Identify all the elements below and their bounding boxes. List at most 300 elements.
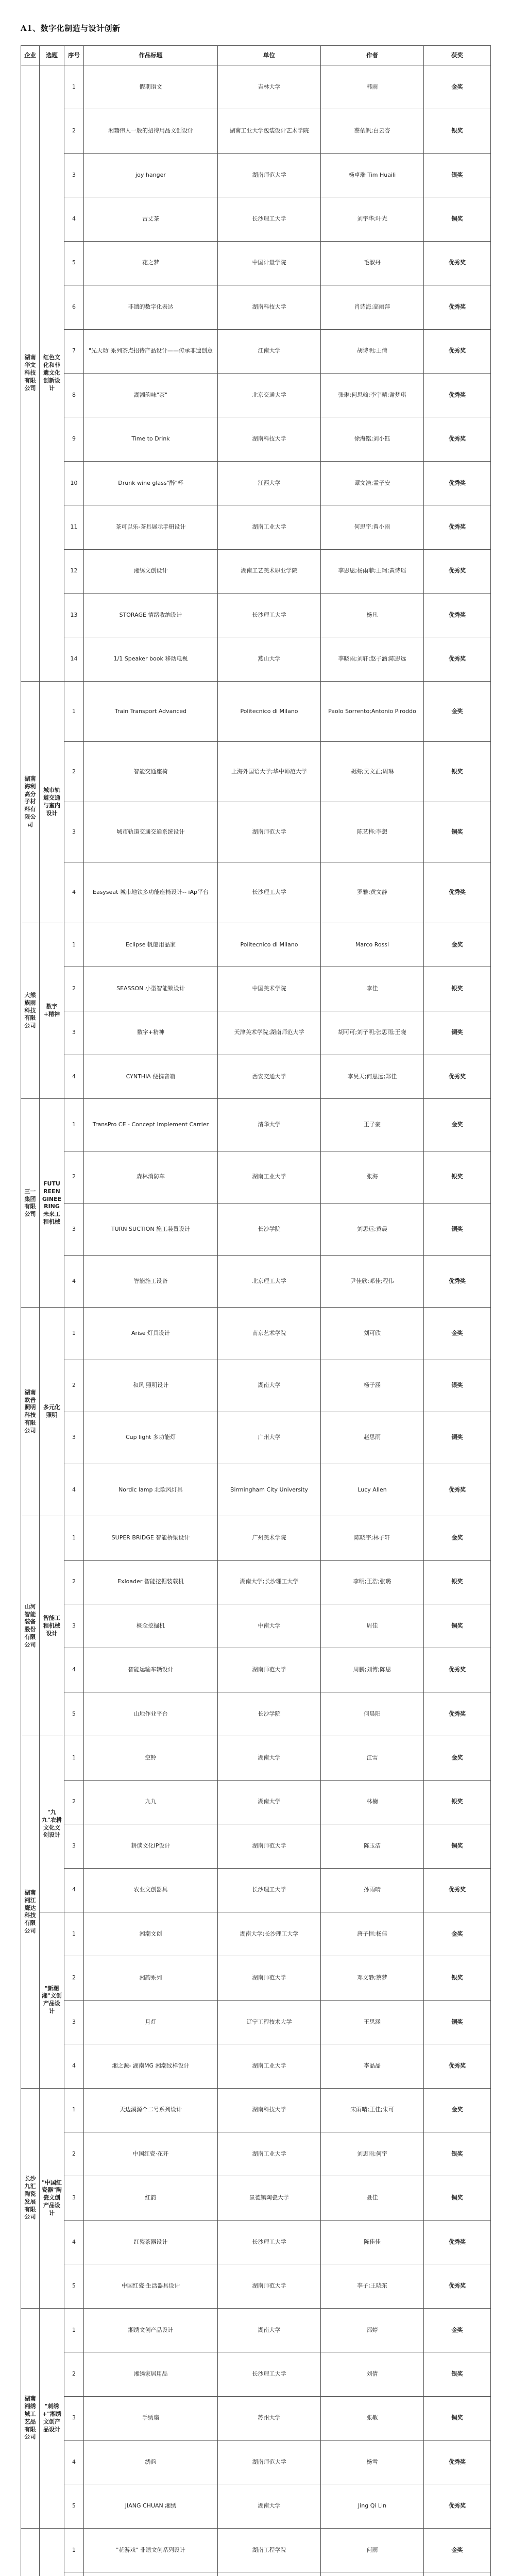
author-cell: 徐海铭;刘小钰 bbox=[321, 417, 424, 461]
work-title-cell: Exloader 智能挖掘装载机 bbox=[84, 1560, 218, 1604]
table-row bbox=[21, 1560, 491, 1604]
table-row bbox=[21, 2000, 491, 2044]
award-cell: 银奖 bbox=[424, 2352, 491, 2396]
row-number-cell: 8 bbox=[64, 373, 84, 417]
table-row bbox=[21, 1780, 491, 1824]
table-row bbox=[21, 967, 491, 1011]
work-title-cell: Easyseat 城市地铁多功能座椅设计-- iAp平台 bbox=[84, 862, 218, 923]
award-cell: 优秀奖 bbox=[424, 2220, 491, 2264]
awards-table-container bbox=[21, 45, 490, 2576]
award-cell: 优秀奖 bbox=[424, 549, 491, 593]
school-cell: 湖南工业大学 bbox=[218, 505, 321, 549]
author-cell bbox=[321, 2572, 424, 2576]
row-number-cell: 12 bbox=[64, 549, 84, 593]
school-cell: 北京理工大学 bbox=[218, 1256, 321, 1308]
school-cell: 中国美术学院 bbox=[218, 967, 321, 1011]
award-cell: 铜奖 bbox=[424, 1412, 491, 1464]
table-row bbox=[21, 2484, 491, 2528]
work-title-cell: 1/1 Speaker book 移动电视 bbox=[84, 637, 218, 681]
award-cell: 铜奖 bbox=[424, 1604, 491, 1648]
author-cell: 李明;王浩;张璐 bbox=[321, 1560, 424, 1604]
school-cell: 江南大学 bbox=[218, 329, 321, 373]
award-cell: 金奖 bbox=[424, 681, 491, 741]
award-cell: 优秀奖 bbox=[424, 2044, 491, 2088]
work-title-cell: 概念挖掘机 bbox=[84, 1604, 218, 1648]
work-title-cell: Train Transport Advanced bbox=[84, 681, 218, 741]
work-title-cell: 山地作业平台 bbox=[84, 1692, 218, 1736]
row-number-cell: 2 bbox=[64, 1956, 84, 2000]
row-number-cell: 2 bbox=[64, 1151, 84, 1203]
author-cell: 蔡依帆;白云杏 bbox=[321, 109, 424, 153]
table-row bbox=[21, 2308, 491, 2352]
row-number-cell: 13 bbox=[64, 594, 84, 637]
table-row bbox=[21, 417, 491, 461]
awards-table bbox=[21, 45, 491, 2576]
track-cell: FUTUREENGINEERING未来工程机械 bbox=[40, 1099, 64, 1308]
table-row bbox=[21, 1412, 491, 1464]
table-row bbox=[21, 197, 491, 241]
author-cell: 张海 bbox=[321, 1151, 424, 1203]
row-number-cell: 14 bbox=[64, 637, 84, 681]
table-row bbox=[21, 109, 491, 153]
work-title-cell: 中国红瓷·生活器具设计 bbox=[84, 2264, 218, 2308]
school-cell: 长沙理工大学 bbox=[218, 197, 321, 241]
row-number-cell: 4 bbox=[64, 2044, 84, 2088]
track-cell: "九九"农耕文化文创设计 bbox=[40, 1736, 64, 1912]
work-title-cell: TURN SUCTION 施工装置设计 bbox=[84, 1203, 218, 1255]
company-cell: 湖南湘绣城工艺品有限公司 bbox=[21, 2308, 40, 2528]
author-cell: 李晓雨;刘轩;赵子涵;陈思远 bbox=[321, 637, 424, 681]
work-title-cell: SUPER BRIDGE 智能桥梁设计 bbox=[84, 1516, 218, 1560]
table-row bbox=[21, 742, 491, 802]
award-cell: 优秀奖 bbox=[424, 417, 491, 461]
table-row bbox=[21, 153, 491, 197]
work-title-cell: SEASSON 小型智能锁设计 bbox=[84, 967, 218, 1011]
row-number-cell: 3 bbox=[64, 1604, 84, 1648]
school-cell: 广州大学 bbox=[218, 1412, 321, 1464]
award-cell: 金奖 bbox=[424, 1099, 491, 1151]
award-cell: 银奖 bbox=[424, 1560, 491, 1604]
school-cell bbox=[218, 2572, 321, 2576]
award-cell: 铜奖 bbox=[424, 1824, 491, 1868]
table-row bbox=[21, 65, 491, 109]
table-row bbox=[21, 862, 491, 923]
award-cell: 优秀奖 bbox=[424, 461, 491, 505]
work-title-cell: STORAGE 情绪收纳设计 bbox=[84, 594, 218, 637]
award-cell: 银奖 bbox=[424, 1956, 491, 2000]
table-row bbox=[21, 1956, 491, 2000]
school-cell: 景德镇陶瓷大学 bbox=[218, 2176, 321, 2220]
table-row bbox=[21, 1516, 491, 1560]
school-cell: 长沙理工大学 bbox=[218, 1868, 321, 1912]
school-cell: 湖南师范大学 bbox=[218, 2264, 321, 2308]
award-cell: 铜奖 bbox=[424, 197, 491, 241]
author-cell: 刘思雨;何宇 bbox=[321, 2132, 424, 2176]
author-cell: 赵思雨 bbox=[321, 1412, 424, 1464]
table-row bbox=[21, 2441, 491, 2484]
school-cell: 湖南师范大学 bbox=[218, 1648, 321, 1692]
track-cell: "刺绣+"湘绣文创产品设计 bbox=[40, 2308, 64, 2528]
row-number-cell: 3 bbox=[64, 1011, 84, 1055]
header-company: 企业 bbox=[21, 46, 40, 65]
award-cell: 优秀奖 bbox=[424, 1256, 491, 1308]
row-number-cell: 5 bbox=[64, 2484, 84, 2528]
school-cell: 吉林大学 bbox=[218, 65, 321, 109]
row-number-cell: 3 bbox=[64, 1203, 84, 1255]
award-cell: 铜奖 bbox=[424, 1011, 491, 1055]
row-number-cell: 2 bbox=[64, 742, 84, 802]
table-row bbox=[21, 1692, 491, 1736]
row-number-cell: 3 bbox=[64, 1412, 84, 1464]
row-number-cell: 1 bbox=[64, 1308, 84, 1360]
award-cell: 优秀奖 bbox=[424, 2264, 491, 2308]
author-cell: 李子;王晓东 bbox=[321, 2264, 424, 2308]
author-cell: 杨子涵 bbox=[321, 1360, 424, 1412]
school-cell: 南京艺术学院 bbox=[218, 1308, 321, 1360]
author-cell: 刘思远;黄晨 bbox=[321, 1203, 424, 1255]
author-cell: 罗雅;黄文静 bbox=[321, 862, 424, 923]
author-cell: 王思涵 bbox=[321, 2000, 424, 2044]
track-cell: 数字+精神 bbox=[40, 923, 64, 1099]
work-title-cell: 湘绣家居用品 bbox=[84, 2352, 218, 2396]
award-cell: 优秀奖 bbox=[424, 594, 491, 637]
school-cell: 湖南大学 bbox=[218, 2308, 321, 2352]
school-cell: 湖南师范大学 bbox=[218, 1956, 321, 2000]
work-title-cell: Arise 灯具设计 bbox=[84, 1308, 218, 1360]
award-cell bbox=[424, 2572, 491, 2576]
company-cell: 山河智能装备股份有限公司 bbox=[21, 1516, 40, 1736]
school-cell: Politecnico di Milano bbox=[218, 681, 321, 741]
school-cell: 天津美术学院;湖南师范大学 bbox=[218, 1011, 321, 1055]
header-no: 序号 bbox=[64, 46, 84, 65]
table-row bbox=[21, 594, 491, 637]
table-row bbox=[21, 1055, 491, 1098]
school-cell: 湖南师范大学 bbox=[218, 802, 321, 862]
work-title-cell: Eclipse 帆船用品家 bbox=[84, 923, 218, 967]
school-cell: 湖南大学 bbox=[218, 1736, 321, 1780]
row-number-cell: 5 bbox=[64, 2264, 84, 2308]
author-cell: 陈玉洁 bbox=[321, 1824, 424, 1868]
award-cell: 优秀奖 bbox=[424, 373, 491, 417]
school-cell: 湖南大学 bbox=[218, 1780, 321, 1824]
header-school: 单位 bbox=[218, 46, 321, 65]
school-cell: 苏州大学 bbox=[218, 2396, 321, 2440]
row-number-cell: 9 bbox=[64, 417, 84, 461]
author-cell: 李佳 bbox=[321, 967, 424, 1011]
award-cell: 铜奖 bbox=[424, 802, 491, 862]
award-cell: 银奖 bbox=[424, 1151, 491, 1203]
row-number-cell: 4 bbox=[64, 1868, 84, 1912]
table-header-row bbox=[21, 46, 491, 65]
work-title-cell: 和风 照明设计 bbox=[84, 1360, 218, 1412]
school-cell: 湖南工程学院 bbox=[218, 2528, 321, 2572]
row-number-cell bbox=[64, 2572, 84, 2576]
table-row bbox=[21, 1648, 491, 1692]
table-row bbox=[21, 2088, 491, 2132]
company-cell: 湖南海利高分子材料有限公司 bbox=[21, 681, 40, 923]
school-cell: 中南大学 bbox=[218, 1604, 321, 1648]
award-cell: 银奖 bbox=[424, 153, 491, 197]
school-cell: 长沙理工大学 bbox=[218, 594, 321, 637]
table-row bbox=[21, 2176, 491, 2220]
award-cell: 金奖 bbox=[424, 1912, 491, 1956]
work-title-cell: 湘潮文创 bbox=[84, 1912, 218, 1956]
school-cell: 长沙理工大学 bbox=[218, 2220, 321, 2264]
table-row bbox=[21, 1824, 491, 1868]
table-row bbox=[21, 2572, 491, 2576]
track-cell: "中国红瓷器"陶瓷文创产品设计 bbox=[40, 2088, 64, 2308]
school-cell: 江西大学 bbox=[218, 461, 321, 505]
author-cell: 周鹏;刘博;陈思 bbox=[321, 1648, 424, 1692]
work-title-cell: 中国红瓷·花开 bbox=[84, 2132, 218, 2176]
award-cell: 银奖 bbox=[424, 1780, 491, 1824]
work-title-cell: Cup light 多功能灯 bbox=[84, 1412, 218, 1464]
award-cell: 金奖 bbox=[424, 2528, 491, 2572]
author-cell: 何雨 bbox=[321, 2528, 424, 2572]
table-row bbox=[21, 1604, 491, 1648]
author-cell: 胡海;吴文正;周琳 bbox=[321, 742, 424, 802]
company-cell: 大熊族雨科技有限公司 bbox=[21, 923, 40, 1099]
work-title-cell: Drunk wine glass"醉"杯 bbox=[84, 461, 218, 505]
author-cell: 刘倩 bbox=[321, 2352, 424, 2396]
author-cell: 刘可欣 bbox=[321, 1308, 424, 1360]
work-title-cell: 耕读文化IP设计 bbox=[84, 1824, 218, 1868]
author-cell: 邵婷 bbox=[321, 2308, 424, 2352]
work-title-cell: 城市轨道交通交通系统设计 bbox=[84, 802, 218, 862]
award-cell: 银奖 bbox=[424, 742, 491, 802]
author-cell: Marco Rossi bbox=[321, 923, 424, 967]
school-cell: 湖南工艺美术职业学院 bbox=[218, 549, 321, 593]
award-cell: 金奖 bbox=[424, 2088, 491, 2132]
work-title-cell: 九九 bbox=[84, 1780, 218, 1824]
author-cell: Paolo Sorrento;Antonio Piroddo bbox=[321, 681, 424, 741]
row-number-cell: 6 bbox=[64, 285, 84, 329]
company-cell bbox=[21, 2528, 40, 2576]
school-cell: 湖南科技大学 bbox=[218, 2088, 321, 2132]
table-row bbox=[21, 1011, 491, 1055]
school-cell: 湖南大学 bbox=[218, 2484, 321, 2528]
header-track: 选题 bbox=[40, 46, 64, 65]
table-row bbox=[21, 802, 491, 862]
author-cell: 尹佳欣;邓佳;程伟 bbox=[321, 1256, 424, 1308]
award-cell: 金奖 bbox=[424, 65, 491, 109]
row-number-cell: 5 bbox=[64, 241, 84, 285]
work-title-cell: 非遗的数字化表达 bbox=[84, 285, 218, 329]
school-cell: 北京交通大学 bbox=[218, 373, 321, 417]
track-cell: 城市轨道交通与室内设计 bbox=[40, 681, 64, 923]
row-number-cell: 4 bbox=[64, 862, 84, 923]
school-cell: 湖南工业大学 bbox=[218, 2044, 321, 2088]
row-number-cell: 2 bbox=[64, 967, 84, 1011]
school-cell: 中国计量学院 bbox=[218, 241, 321, 285]
author-cell: 刘宇华;叶光 bbox=[321, 197, 424, 241]
row-number-cell: 1 bbox=[64, 923, 84, 967]
school-cell: 长沙学院 bbox=[218, 1203, 321, 1255]
table-row bbox=[21, 1308, 491, 1360]
row-number-cell: 7 bbox=[64, 329, 84, 373]
author-cell: 陈佳佳 bbox=[321, 2220, 424, 2264]
award-cell: 优秀奖 bbox=[424, 1055, 491, 1098]
table-row bbox=[21, 637, 491, 681]
school-cell: 长沙理工大学 bbox=[218, 2352, 321, 2396]
author-cell: 胡可可;刘子明;张思雨;王晓 bbox=[321, 1011, 424, 1055]
award-cell: 银奖 bbox=[424, 2132, 491, 2176]
work-title-cell: 森林消防车 bbox=[84, 1151, 218, 1203]
table-row bbox=[21, 1360, 491, 1412]
award-cell: 铜奖 bbox=[424, 1203, 491, 1255]
author-cell: 唐子恒;杨佳 bbox=[321, 1912, 424, 1956]
school-cell: 湖南大学 bbox=[218, 1360, 321, 1412]
track-cell: 多元化照明 bbox=[40, 1308, 64, 1516]
school-cell: Birmingham City University bbox=[218, 1464, 321, 1516]
school-cell: 湖南工业大学 bbox=[218, 2132, 321, 2176]
table-row bbox=[21, 2352, 491, 2396]
table-row bbox=[21, 373, 491, 417]
work-title-cell: 花之梦 bbox=[84, 241, 218, 285]
company-cell: 湖南华文科技有限公司 bbox=[21, 65, 40, 682]
school-cell: 湖南师范大学 bbox=[218, 153, 321, 197]
school-cell: 长沙理工大学 bbox=[218, 862, 321, 923]
row-number-cell: 1 bbox=[64, 1516, 84, 1560]
row-number-cell: 10 bbox=[64, 461, 84, 505]
row-number-cell: 4 bbox=[64, 1256, 84, 1308]
row-number-cell: 4 bbox=[64, 197, 84, 241]
table-row bbox=[21, 1736, 491, 1780]
table-row bbox=[21, 2044, 491, 2088]
school-cell: 湖南大学;长沙理工大学 bbox=[218, 1560, 321, 1604]
row-number-cell: 1 bbox=[64, 2528, 84, 2572]
header-author: 作者 bbox=[321, 46, 424, 65]
author-cell: 宋雨晴;王佳;朱可 bbox=[321, 2088, 424, 2132]
author-cell: 陈晓宇;林子轩 bbox=[321, 1516, 424, 1560]
row-number-cell: 2 bbox=[64, 2132, 84, 2176]
work-title-cell: 农业文创器具 bbox=[84, 1868, 218, 1912]
work-title-cell: 智能施工设备 bbox=[84, 1256, 218, 1308]
school-cell: 辽宁工程技术大学 bbox=[218, 2000, 321, 2044]
table-row bbox=[21, 2528, 491, 2572]
school-cell: 广州美术学院 bbox=[218, 1516, 321, 1560]
award-cell: 优秀奖 bbox=[424, 2484, 491, 2528]
company-cell: 湖南欧普照明科技有限公司 bbox=[21, 1308, 40, 1516]
award-cell: 金奖 bbox=[424, 923, 491, 967]
table-row bbox=[21, 241, 491, 285]
table-row bbox=[21, 1912, 491, 1956]
work-title-cell: 茶可以乐-茶具展示手册设计 bbox=[84, 505, 218, 549]
school-cell: 湖南工业大学包装设计艺术学院 bbox=[218, 109, 321, 153]
school-cell: 湖南大学;长沙理工大学 bbox=[218, 1912, 321, 1956]
table-row bbox=[21, 285, 491, 329]
header-work: 作品标题 bbox=[84, 46, 218, 65]
work-title-cell: 绣韵 bbox=[84, 2441, 218, 2484]
award-cell: 银奖 bbox=[424, 109, 491, 153]
work-title-cell: 湘绣文创产品设计 bbox=[84, 2308, 218, 2352]
row-number-cell: 3 bbox=[64, 153, 84, 197]
table-row bbox=[21, 549, 491, 593]
award-cell: 优秀奖 bbox=[424, 637, 491, 681]
work-title-cell: Time to Drink bbox=[84, 417, 218, 461]
table-row bbox=[21, 505, 491, 549]
table-row bbox=[21, 1868, 491, 1912]
author-cell: 何思宇;曾小雨 bbox=[321, 505, 424, 549]
row-number-cell: 2 bbox=[64, 1360, 84, 1412]
work-title-cell bbox=[84, 2572, 218, 2576]
row-number-cell: 4 bbox=[64, 2220, 84, 2264]
award-cell: 优秀奖 bbox=[424, 505, 491, 549]
row-number-cell: 4 bbox=[64, 1055, 84, 1098]
row-number-cell: 2 bbox=[64, 2352, 84, 2396]
award-cell: 优秀奖 bbox=[424, 329, 491, 373]
author-cell: 王子豪 bbox=[321, 1099, 424, 1151]
company-cell: 三一集团有限公司 bbox=[21, 1099, 40, 1308]
school-cell: 长沙学院 bbox=[218, 1692, 321, 1736]
row-number-cell: 1 bbox=[64, 65, 84, 109]
row-number-cell: 1 bbox=[64, 1099, 84, 1151]
table-row bbox=[21, 2220, 491, 2264]
row-number-cell: 3 bbox=[64, 2396, 84, 2440]
table-row bbox=[21, 681, 491, 741]
author-cell: 聂佳 bbox=[321, 2176, 424, 2220]
author-cell: 张琳;何思翰;李宇晴;谢梦琪 bbox=[321, 373, 424, 417]
track-cell bbox=[40, 2528, 64, 2576]
table-row bbox=[21, 923, 491, 967]
work-title-cell: "花游戏" 非遗文创系列设计 bbox=[84, 2528, 218, 2572]
award-cell: 铜奖 bbox=[424, 2396, 491, 2440]
row-number-cell: 1 bbox=[64, 1912, 84, 1956]
row-number-cell: 1 bbox=[64, 681, 84, 741]
work-title-cell: 古丈茶 bbox=[84, 197, 218, 241]
work-title-cell: 空铃 bbox=[84, 1736, 218, 1780]
row-number-cell: 2 bbox=[64, 1560, 84, 1604]
author-cell: Jing Qi Lin bbox=[321, 2484, 424, 2528]
author-cell: 李思思;杨雨菲;王珂;黄诗瑶 bbox=[321, 549, 424, 593]
award-cell: 金奖 bbox=[424, 1516, 491, 1560]
work-title-cell: JIANG CHUAN 湘绣 bbox=[84, 2484, 218, 2528]
table-row bbox=[21, 1099, 491, 1151]
author-cell: 周佳 bbox=[321, 1604, 424, 1648]
author-cell: 孙雨晴 bbox=[321, 1868, 424, 1912]
author-cell: 韩雨 bbox=[321, 65, 424, 109]
work-title-cell: 数字+精神 bbox=[84, 1011, 218, 1055]
row-number-cell: 2 bbox=[64, 1780, 84, 1824]
table-row bbox=[21, 1151, 491, 1203]
author-cell: 何晨阳 bbox=[321, 1692, 424, 1736]
author-cell: 李昊天;何思远;郑佳 bbox=[321, 1055, 424, 1098]
school-cell: 湖南科技大学 bbox=[218, 417, 321, 461]
work-title-cell: joy hanger bbox=[84, 153, 218, 197]
author-cell: 林楠 bbox=[321, 1780, 424, 1824]
work-title-cell: 天边溪源个二号系列设计 bbox=[84, 2088, 218, 2132]
work-title-cell: "先天动"系列茶点招待产品设计——传承非遗创意 bbox=[84, 329, 218, 373]
work-title-cell: TransPro CE - Concept Implement Carrier bbox=[84, 1099, 218, 1151]
school-cell: 燕山大学 bbox=[218, 637, 321, 681]
author-cell: 毛淑丹 bbox=[321, 241, 424, 285]
school-cell: 西安交通大学 bbox=[218, 1055, 321, 1098]
track-cell: 智能工程机械设计 bbox=[40, 1516, 64, 1736]
row-number-cell: 1 bbox=[64, 2308, 84, 2352]
award-cell: 铜奖 bbox=[424, 2000, 491, 2044]
company-cell: 湖南湘江鹰达科技有限公司 bbox=[21, 1736, 40, 2088]
table-body bbox=[21, 65, 491, 2576]
author-cell: 陈艺梓;李想 bbox=[321, 802, 424, 862]
header-award: 获奖 bbox=[424, 46, 491, 65]
school-cell: 湖南工业大学 bbox=[218, 1151, 321, 1203]
table-row bbox=[21, 1256, 491, 1308]
table-row bbox=[21, 1464, 491, 1516]
row-number-cell: 3 bbox=[64, 802, 84, 862]
track-cell: 红色文化和非遗文化创新设计 bbox=[40, 65, 64, 682]
table-row bbox=[21, 461, 491, 505]
school-cell: 湖南师范大学 bbox=[218, 2441, 321, 2484]
